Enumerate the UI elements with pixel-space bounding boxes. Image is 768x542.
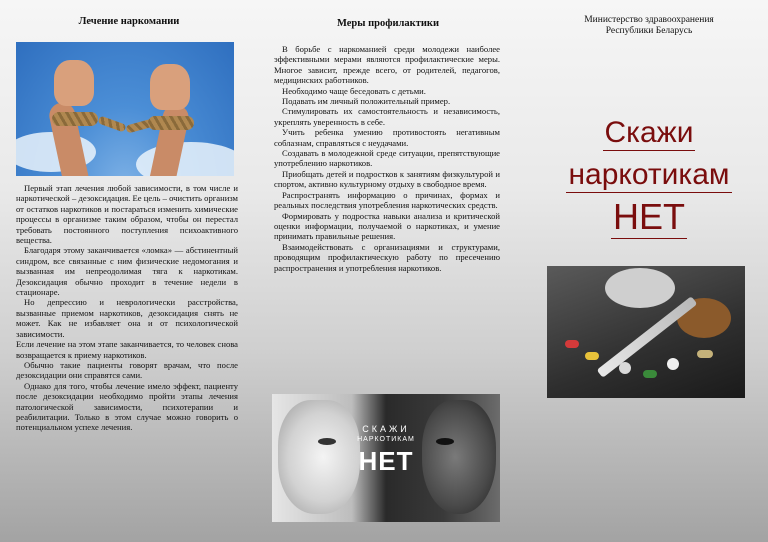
- middle-panel: [270, 0, 506, 273]
- left-panel: [12, 0, 246, 38]
- left-heading: Лечение наркомании: [78, 16, 180, 27]
- broken-rope-hands-photo: [16, 42, 234, 176]
- paragraph: Учить ребенка умению противостоять негативным соблазнам, справляться с неудачами.: [274, 127, 500, 148]
- left-body-text: [16, 183, 238, 433]
- rope-frayed-left: [97, 115, 126, 132]
- paragraph: Создавать в молодежной среде ситуации, препятствующие употреблению наркотиков.: [274, 148, 500, 169]
- poster-line-3: НЕТ: [358, 446, 414, 476]
- slogan-text-1: Скажи: [604, 116, 694, 149]
- spoon-shape: [605, 268, 675, 308]
- left-fist: [54, 60, 94, 106]
- slogan-text-2: наркотикам: [568, 158, 730, 191]
- pill-shape: [585, 352, 599, 360]
- ministry-name: [540, 15, 758, 37]
- paragraph: Подавать им личный положительный пример.: [282, 96, 451, 107]
- paragraph: Первый этап лечения любой зависимости, в том числе и наркотической – дезоксидация. Ее цель – очистить организм от остатков наркотиков и постараться изменить химические процессы в организме таким образом, чтобы он перестал требовать постоянного поступления психоактивного вещества.: [16, 183, 238, 246]
- paragraph: В борьбе с наркоманией среди молодежи наиболее эффективными мерами являются профилактические меры. Многое зависит, прежде всего, от родителей, педагогов, медицинских работников.: [274, 44, 500, 86]
- slogan-text-3: НЕТ: [613, 196, 685, 237]
- slogan-word-2: [540, 158, 758, 193]
- poster-line-1: СКАЖИ: [362, 424, 410, 434]
- pill-shape: [565, 340, 579, 348]
- right-panel: [540, 0, 758, 260]
- paragraph: Распространять информацию о причинах, формах и реальных последствия употребления наркотических средств.: [274, 189, 500, 211]
- paragraph: Взаимодействовать с организациями и структурами, проводящим профилактическую работу по пресечению распространения и употребления наркотиков.: [274, 241, 500, 273]
- pill-shape: [667, 358, 679, 370]
- pill-shape: [619, 362, 631, 374]
- paragraph: Но депрессию и неврологически расстройства, вызванные приемом наркотиков, дезоксидация снять не может. Как не избавляет она и от психологической зависимости.: [16, 297, 238, 339]
- ministry-line-2: Республики Беларусь: [605, 26, 693, 36]
- paragraph: Однако для того, чтобы лечение имело эффект, пациенту после дезоксидации необходимо пройти этапы лечения патологической зависимости, психотерапии и реабилитации. Только в этом случае можно говорить о потенциальном успехе лечения.: [16, 380, 238, 433]
- middle-heading: Меры профилактики: [336, 18, 440, 29]
- paragraph: Приобщать детей и подростков к занятиям физкультурой и спортом, активно культурному отдыху в свободное время.: [274, 168, 500, 190]
- poster-line-2: НАРКОТИКАМ: [357, 436, 415, 443]
- paragraph: Необходимо чаще беседовать с детьми.: [282, 85, 426, 96]
- paragraph: Обычно такие пациенты говорят врачам, что после дезоксидации они справятся сами.: [16, 359, 238, 381]
- ministry-line-1: Министерство здравоохранения: [584, 15, 714, 25]
- right-fist: [150, 64, 190, 110]
- pill-shape: [643, 370, 657, 378]
- slogan-word-1: [540, 116, 758, 151]
- pill-shape: [697, 350, 713, 358]
- rope-left: [52, 112, 98, 126]
- middle-body-text: [274, 44, 500, 273]
- rope-right: [148, 116, 194, 130]
- syringe-shape: [597, 296, 698, 378]
- paragraph: Формировать у подростка навыки анализа и критической оценки информации, получаемой о наркотиках, и умение принимать правильные решения.: [274, 210, 500, 242]
- paragraph: Благодаря этому заканчивается «ломка» — абстинентный синдром, все связанные с ним физические недомогания и вызванная им непреодолимая тяга к наркотикам. Дезоксидация обычно проходит в течение недели в стационаре.: [16, 245, 238, 298]
- drugs-photo: [547, 266, 745, 398]
- paragraph: Стимулировать их самостоятельность и независимость, укреплять уверенность в себе.: [274, 106, 500, 127]
- slogan-word-3: [540, 196, 758, 239]
- say-no-poster: [272, 394, 500, 522]
- paragraph: Если лечение на этом этапе заканчивается, то человек снова возвращается к приему наркотиков.: [16, 339, 238, 360]
